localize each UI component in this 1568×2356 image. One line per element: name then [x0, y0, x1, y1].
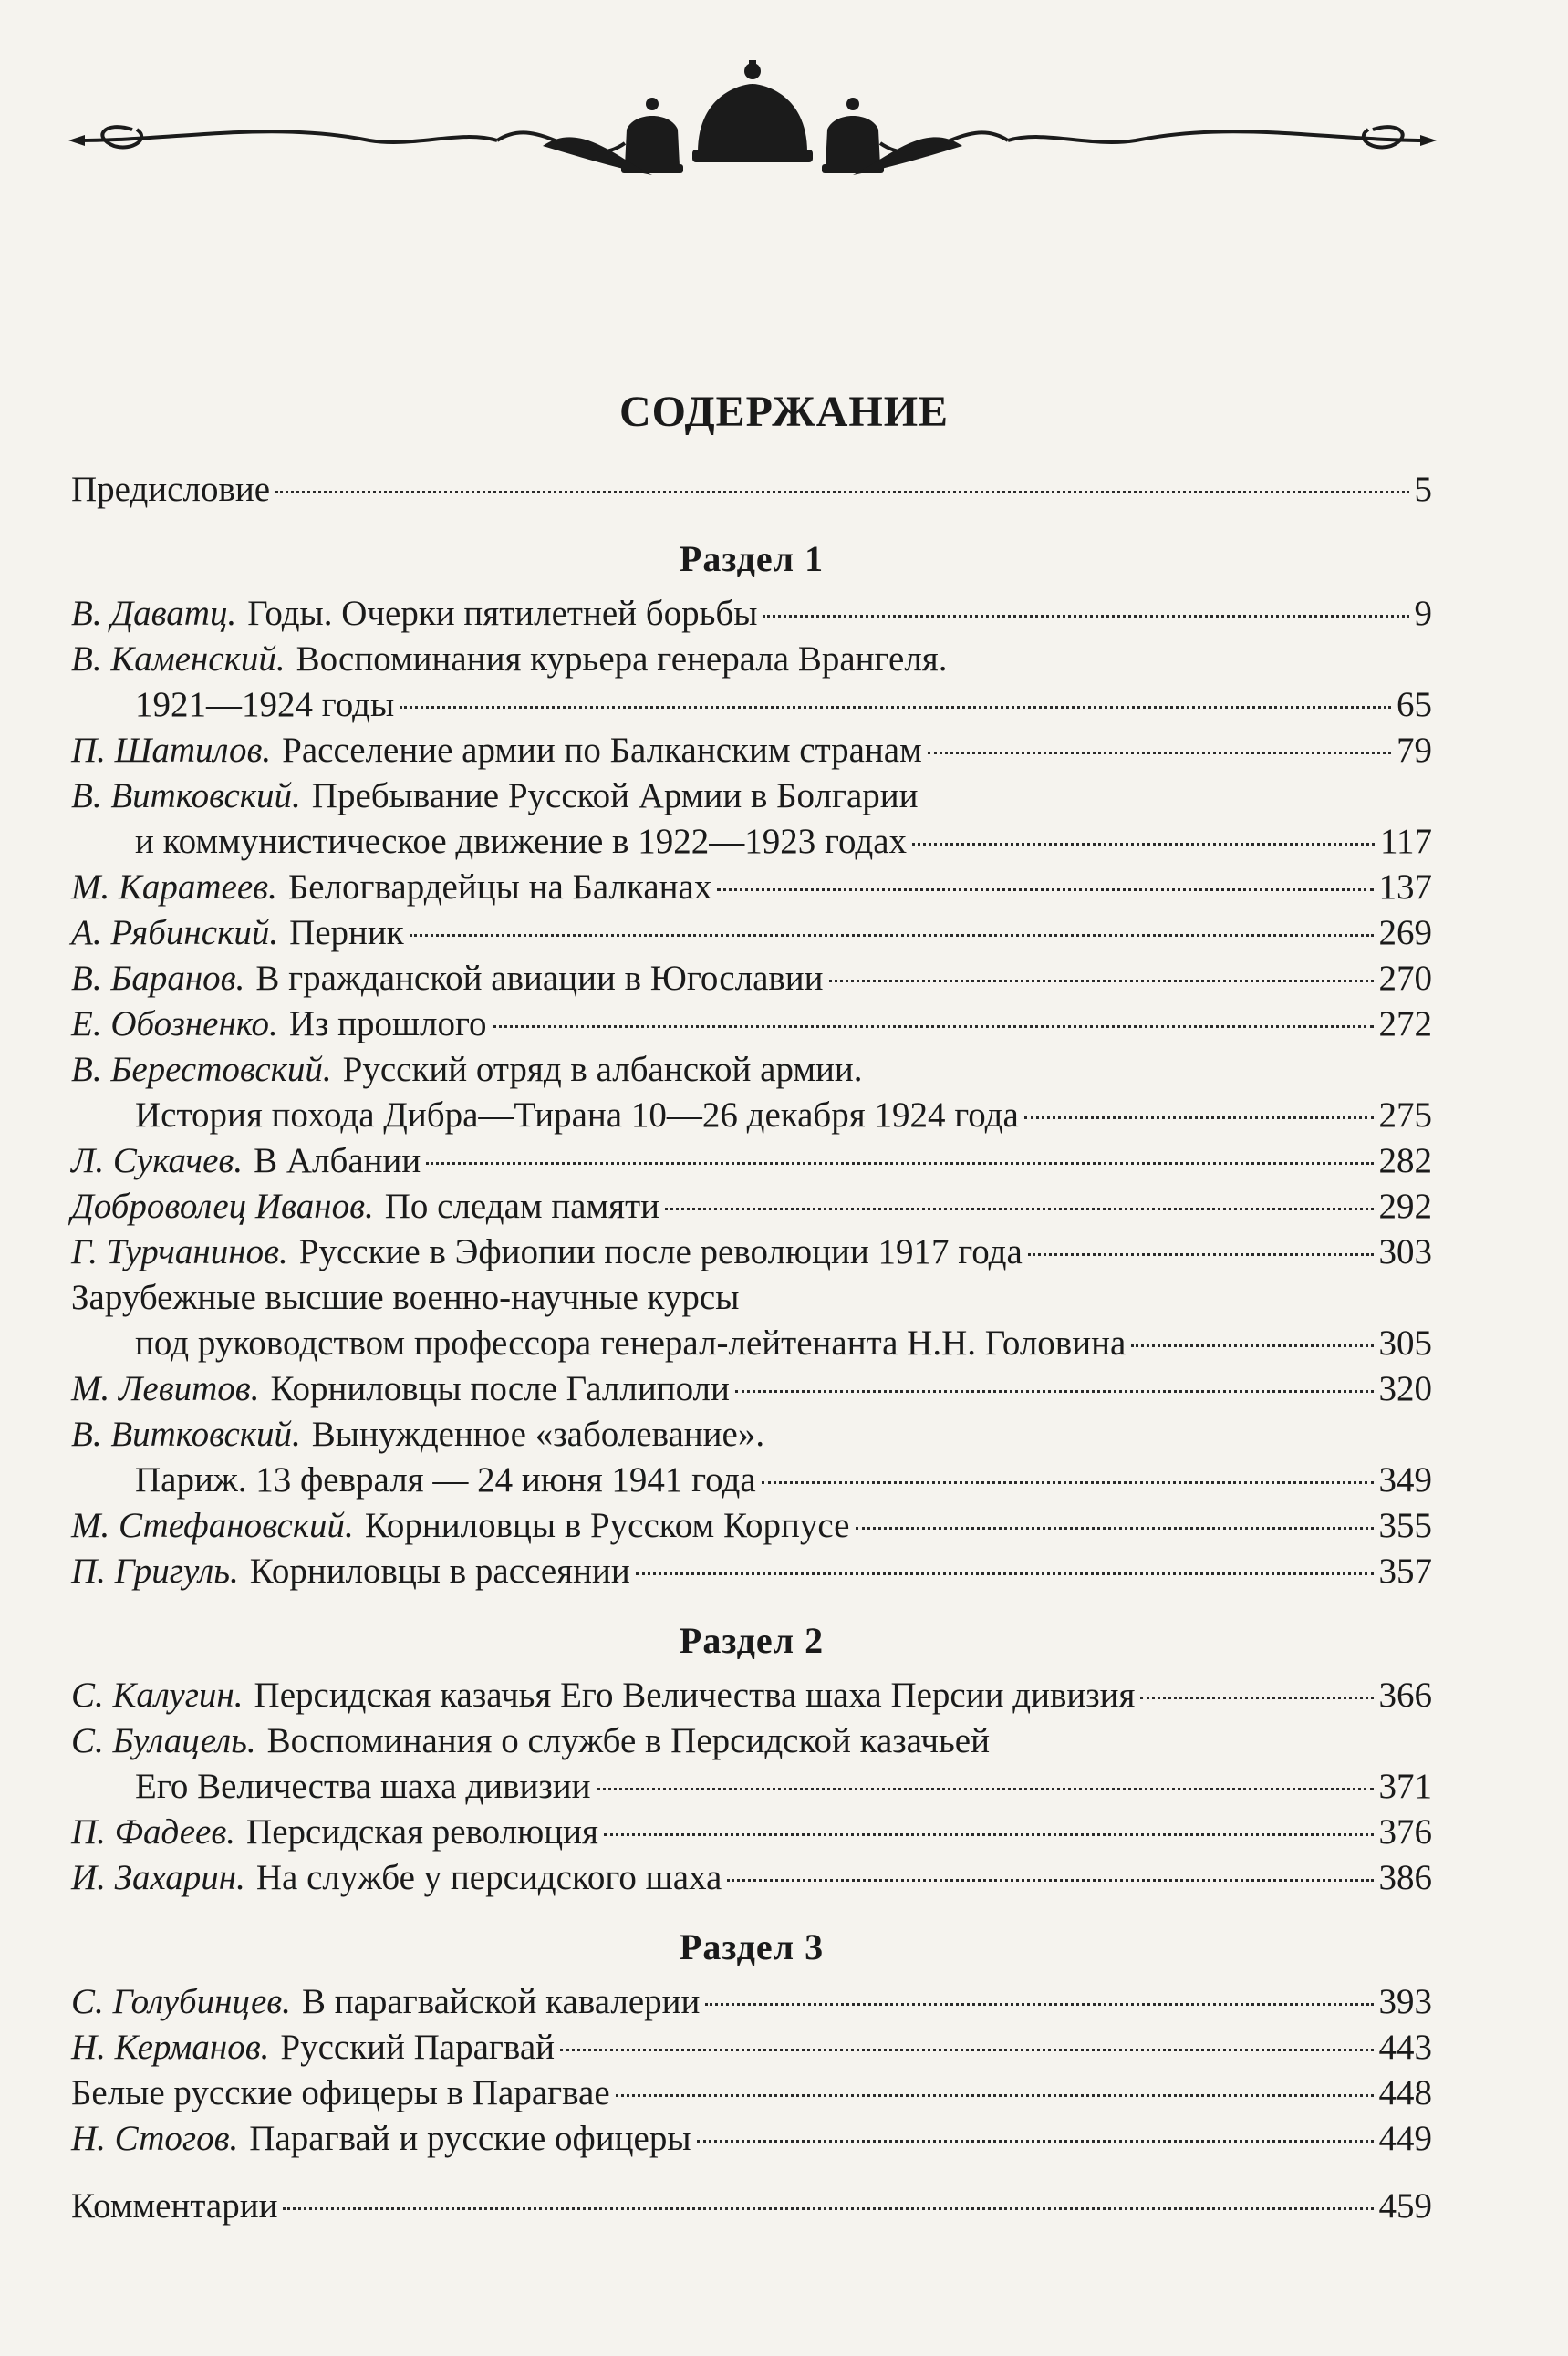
toc-entry-line	[71, 2116, 1432, 2162]
toc-entry-line	[71, 1047, 1432, 1093]
crown-ornament-icon	[68, 57, 1437, 193]
entry-page-number: 357	[1378, 1552, 1432, 1591]
entry-title: Париж. 13 февраля — 24 июня 1941 года	[135, 1460, 756, 1500]
toc-entry-line	[71, 591, 1432, 637]
dot-leader	[604, 1833, 1374, 1836]
toc-entry-line	[71, 1979, 1432, 2025]
entry-title: Белые русские офицеры в Парагвае	[71, 2073, 610, 2112]
entry-page-number: 448	[1378, 2073, 1432, 2112]
entry-title: Годы. Очерки пятилетней борьбы	[247, 594, 758, 633]
entry-page-number: 386	[1378, 1858, 1432, 1897]
section-heading: Раздел 2	[679, 1620, 825, 1661]
entry-author: Н. Стогов.	[71, 2119, 239, 2158]
toc-entry-line	[71, 1321, 1432, 1366]
toc-entry-line	[71, 1230, 1432, 1275]
entry-title: Из прошлого	[288, 1004, 487, 1043]
toc-entry[interactable]	[71, 1979, 1432, 2025]
toc-entry-line	[71, 637, 1432, 682]
dot-leader	[697, 2140, 1374, 2143]
toc-entry[interactable]	[71, 728, 1432, 773]
toc-entry[interactable]	[71, 773, 1432, 865]
toc-entry[interactable]	[71, 1855, 1432, 1901]
entry-author: И. Захарин.	[71, 1858, 245, 1897]
entry-page-number: 270	[1378, 959, 1432, 998]
toc-entry-line	[71, 1093, 1432, 1138]
entry-page-number: 9	[1414, 594, 1432, 633]
entry-page-number: 371	[1378, 1767, 1432, 1806]
toc-entry-preface[interactable]	[71, 467, 1432, 513]
toc-entry[interactable]	[71, 2025, 1432, 2071]
dot-leader	[1024, 1116, 1374, 1119]
dot-leader	[928, 752, 1391, 754]
dot-leader	[1140, 1697, 1373, 1699]
dot-leader	[597, 1788, 1374, 1790]
entry-page-number: 5	[1414, 470, 1432, 509]
entry-author: В. Каменский.	[71, 639, 286, 679]
toc-entry-line	[71, 1549, 1432, 1594]
entry-page-number: 443	[1378, 2028, 1432, 2067]
toc-entry[interactable]	[71, 1810, 1432, 1855]
toc-entry-line	[71, 1184, 1432, 1230]
toc-entry[interactable]	[71, 1138, 1432, 1184]
entry-title: Зарубежные высшие военно-научные курсы	[71, 1278, 740, 1317]
toc-entry[interactable]	[71, 910, 1432, 956]
toc-entry-line	[71, 1458, 1432, 1503]
dot-leader	[283, 2207, 1373, 2210]
toc-entry[interactable]	[71, 1673, 1432, 1718]
entry-author: А. Рябинский.	[71, 913, 279, 952]
toc-entry[interactable]	[71, 591, 1432, 637]
dot-leader	[493, 1025, 1374, 1028]
toc-entry-line	[71, 1764, 1432, 1810]
toc-entry[interactable]	[71, 2071, 1432, 2116]
entry-author: П. Григуль.	[71, 1552, 239, 1591]
toc-entry-line	[71, 467, 1432, 513]
entry-page-number: 459	[1378, 2186, 1432, 2226]
entry-title: Белогвардейцы на Балканах	[287, 867, 712, 907]
dot-leader	[426, 1162, 1373, 1165]
entry-title: Персидская революция	[246, 1812, 598, 1852]
dot-leader	[856, 1527, 1374, 1530]
toc-entry-line	[71, 1366, 1432, 1412]
toc-entry-line	[71, 1718, 1432, 1764]
dot-leader	[727, 1879, 1373, 1882]
entry-author: П. Фадеев.	[71, 1812, 236, 1852]
toc-entry-line	[71, 2184, 1432, 2229]
toc-entry-line	[71, 773, 1432, 819]
section-heading: Раздел 3	[679, 1926, 825, 1967]
entry-page-number: 393	[1378, 1982, 1432, 2021]
entry-title: Вынужденное «заболевание».	[311, 1415, 765, 1454]
toc-entry[interactable]	[71, 865, 1432, 910]
entry-title: В гражданской авиации в Югославии	[255, 959, 824, 998]
entry-title: Корниловцы в рассеянии	[249, 1552, 630, 1591]
toc-entry[interactable]	[71, 956, 1432, 1002]
entry-author: М. Стефановский.	[71, 1506, 354, 1545]
entry-author: М. Левитов.	[71, 1369, 260, 1408]
entry-author: Л. Сукачев.	[71, 1141, 244, 1180]
page-title: СОДЕРЖАНИЕ	[618, 388, 950, 436]
entry-page-number: 65	[1397, 685, 1432, 724]
toc-entry-line	[71, 2071, 1432, 2116]
table-of-contents	[71, 467, 1432, 2229]
entry-author: В. Витковский.	[71, 1415, 301, 1454]
toc-entry-line	[71, 728, 1432, 773]
entry-title: Воспоминания о службе в Персидской казачьей	[266, 1721, 990, 1760]
entry-author: Е. Обозненко.	[71, 1004, 278, 1043]
toc-entry-line	[71, 1002, 1432, 1047]
entry-title: Комментарии	[71, 2186, 278, 2226]
toc-entry-line	[71, 956, 1432, 1002]
entry-page-number: 282	[1378, 1141, 1432, 1180]
entry-author: С. Калугин.	[71, 1676, 244, 1715]
toc-entry[interactable]	[71, 1718, 1432, 1810]
entry-author: В. Баранов.	[71, 959, 245, 998]
entry-page-number: 292	[1378, 1187, 1432, 1226]
toc-entry[interactable]	[71, 1275, 1432, 1366]
toc-entry-line	[71, 1412, 1432, 1458]
toc-entry[interactable]	[71, 1503, 1432, 1549]
dot-leader	[616, 2094, 1374, 2097]
entry-page-number: 355	[1378, 1506, 1432, 1545]
toc-entry-line	[71, 1138, 1432, 1184]
entry-title: В парагвайской кавалерии	[301, 1982, 701, 2021]
entry-title: Пребывание Русской Армии в Болгарии	[311, 776, 919, 815]
entry-page-number: 269	[1378, 913, 1432, 952]
entry-title: под руководством профессора генерал-лейтенанта Н.Н. Головина	[135, 1323, 1127, 1363]
toc-entry-line	[71, 1673, 1432, 1718]
entry-author: В. Даватц.	[71, 594, 237, 633]
entry-author: С. Булацель.	[71, 1721, 256, 1760]
entry-title: История похода Дибра—Тирана 10—26 декабря 1924 года	[135, 1095, 1019, 1135]
toc-entry[interactable]	[71, 1047, 1432, 1138]
dot-leader	[1028, 1253, 1374, 1256]
dot-leader	[762, 1481, 1374, 1484]
entry-title: По следам памяти	[384, 1187, 660, 1226]
toc-entry[interactable]	[71, 1412, 1432, 1503]
toc-entry-line	[71, 1810, 1432, 1855]
toc-entry-line	[71, 2025, 1432, 2071]
entry-author: Доброволец Иванов.	[71, 1187, 374, 1226]
entry-page-number: 79	[1397, 731, 1432, 770]
dot-leader	[763, 615, 1408, 618]
entry-author: В. Витковский.	[71, 776, 301, 815]
dot-leader	[400, 706, 1391, 709]
entry-title: Его Величества шаха дивизии	[135, 1767, 591, 1806]
entry-title: Корниловцы в Русском Корпусе	[364, 1506, 850, 1545]
toc-entry-line	[71, 819, 1432, 865]
entry-page-number: 275	[1378, 1095, 1432, 1135]
dot-leader	[912, 843, 1375, 846]
toc-entry[interactable]	[71, 1230, 1432, 1275]
entry-author: Г. Турчанинов.	[71, 1232, 288, 1271]
entry-page-number: 117	[1379, 822, 1432, 861]
entry-title: Парагвай и русские офицеры	[249, 2119, 691, 2158]
entry-title: Русский отряд в албанской армии.	[342, 1050, 863, 1089]
dot-leader	[1131, 1344, 1373, 1347]
entry-author: М. Каратеев.	[71, 867, 277, 907]
entry-page-number: 349	[1378, 1460, 1432, 1500]
dot-leader	[705, 2003, 1373, 2006]
toc-entry[interactable]	[71, 2116, 1432, 2162]
dot-leader	[560, 2049, 1373, 2051]
entry-title: На службе у персидского шаха	[255, 1858, 722, 1897]
dot-leader	[410, 934, 1374, 937]
section-heading: Раздел 1	[679, 538, 825, 579]
toc-entry-line	[71, 1855, 1432, 1901]
entry-page-number: 366	[1378, 1676, 1432, 1715]
entry-author: С. Голубинцев.	[71, 1982, 291, 2021]
entry-author: Н. Керманов.	[71, 2028, 270, 2067]
entry-title: Корниловцы после Галлиполи	[270, 1369, 730, 1408]
dot-leader	[275, 491, 1408, 493]
toc-entry-line	[71, 910, 1432, 956]
toc-entry-line	[71, 1275, 1432, 1321]
entry-title: Русские в Эфиопии после революции 1917 года	[298, 1232, 1023, 1271]
dot-leader	[735, 1390, 1374, 1393]
toc-entry[interactable]	[71, 1549, 1432, 1594]
entry-title: 1921—1924 годы	[135, 685, 395, 724]
entry-page-number: 320	[1378, 1369, 1432, 1408]
entry-page-number: 305	[1378, 1323, 1432, 1363]
entry-title: и коммунистическое движение в 1922—1923 годах	[135, 822, 908, 861]
entry-title: Предисловие	[71, 470, 271, 509]
entry-page-number: 376	[1378, 1812, 1432, 1852]
entry-title: Русский Парагвай	[280, 2028, 556, 2067]
entry-author: П. Шатилов.	[71, 731, 272, 770]
entry-page-number: 272	[1378, 1004, 1432, 1043]
toc-entry-line	[71, 865, 1432, 910]
entry-page-number: 449	[1378, 2119, 1432, 2158]
dot-leader	[829, 980, 1374, 982]
entry-author: В. Берестовский.	[71, 1050, 332, 1089]
toc-entry[interactable]	[71, 637, 1432, 728]
toc-entry-line	[71, 1503, 1432, 1549]
entry-title: Персидская казачья Его Величества шаха Персии дивизия	[254, 1676, 1136, 1715]
entry-title: Перник	[289, 913, 404, 952]
entry-page-number: 303	[1378, 1232, 1432, 1271]
entry-title: В Албании	[254, 1141, 421, 1180]
toc-entry-comments[interactable]	[71, 2184, 1432, 2229]
toc-entry-line	[71, 682, 1432, 728]
dot-leader	[717, 888, 1373, 891]
spacer	[71, 2162, 1432, 2184]
entry-title: Воспоминания курьера генерала Врангеля.	[296, 639, 948, 679]
entry-title: Расселение армии по Балканским странам	[282, 731, 922, 770]
toc-entry[interactable]	[71, 1002, 1432, 1047]
toc-entry[interactable]	[71, 1184, 1432, 1230]
entry-page-number: 137	[1378, 867, 1432, 907]
dot-leader	[665, 1208, 1373, 1210]
dot-leader	[636, 1572, 1374, 1575]
toc-entry[interactable]	[71, 1366, 1432, 1412]
